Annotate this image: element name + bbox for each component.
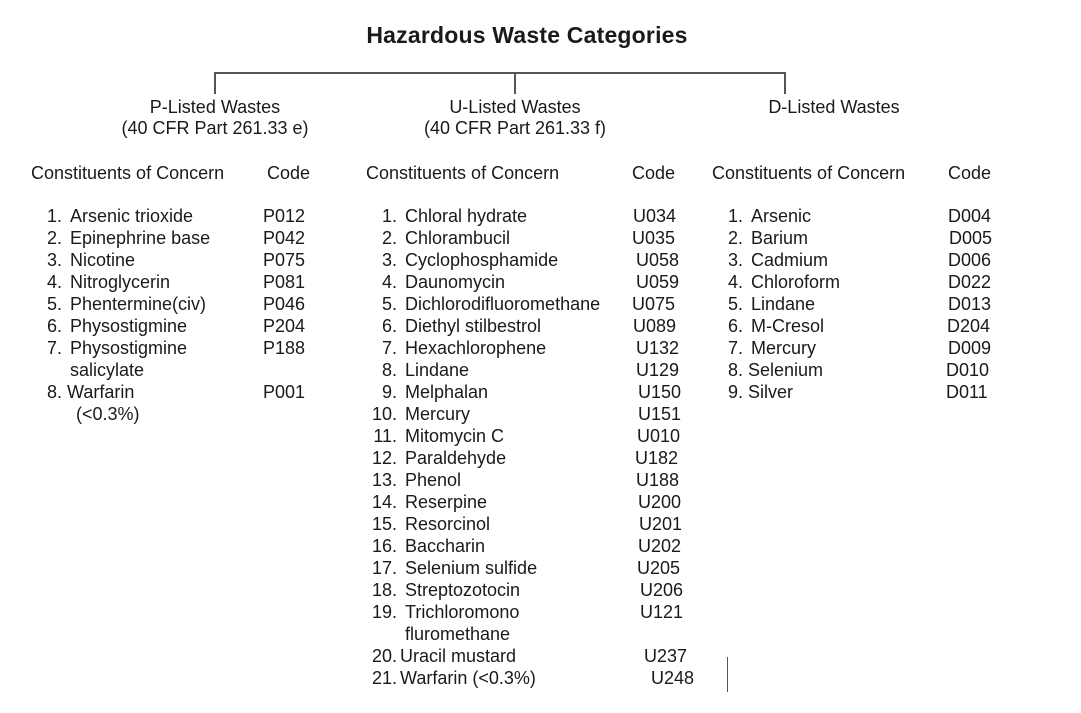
list-item <box>0 205 1040 227</box>
u-listed-reference: (40 CFR Part 261.33 f) <box>423 118 607 138</box>
item-code: U132 <box>636 338 680 358</box>
p-listed-name: P-Listed Wastes <box>149 97 281 117</box>
d-header-code: Code <box>948 163 992 183</box>
u-header-constituents: Constituents of Concern <box>366 163 560 183</box>
item-code: D204 <box>947 316 991 336</box>
item-name: Mitomycin C <box>405 426 505 446</box>
item-name: Warfarin <box>67 382 135 402</box>
item-name: Arsenic <box>751 206 812 226</box>
item-number: 19. <box>371 602 397 622</box>
item-number: 16. <box>371 536 397 556</box>
item-number: 3. <box>46 250 62 270</box>
item-name: Chloral hydrate <box>405 206 528 226</box>
item-number: 8. <box>381 360 397 380</box>
p-listed-heading <box>105 97 325 139</box>
list-item <box>0 513 710 535</box>
item-number: 17. <box>371 558 397 578</box>
item-number: 8. <box>727 360 743 380</box>
item-name: Physostigmine <box>70 338 188 358</box>
item-number: 14. <box>371 492 397 512</box>
category-connector <box>0 0 1081 110</box>
item-number: 2. <box>46 228 62 248</box>
list-item <box>0 293 1040 315</box>
item-code: U200 <box>638 492 682 512</box>
list-item <box>0 645 710 667</box>
item-name: Hexachlorophene <box>405 338 547 358</box>
item-number: 11. <box>373 426 397 446</box>
item-number: 9. <box>381 382 397 402</box>
list-item <box>0 601 710 645</box>
item-code: D011 <box>946 382 988 402</box>
item-number: 6. <box>381 316 397 336</box>
item-number: 1. <box>727 206 743 226</box>
diagram-title: Hazardous Waste Categories <box>366 22 688 48</box>
item-number: 3. <box>727 250 743 270</box>
list-item <box>0 469 710 491</box>
item-number: 4. <box>381 272 397 292</box>
item-number: 21. <box>371 668 397 688</box>
item-name: Baccharin <box>405 536 486 556</box>
list-item <box>0 359 1040 381</box>
item-name: Chloroform <box>751 272 841 292</box>
item-number: 1. <box>381 206 397 226</box>
item-name: Reserpine <box>405 492 488 512</box>
p-listed-reference: (40 CFR Part 261.33 e) <box>121 118 309 138</box>
item-name: Phenol <box>405 470 462 490</box>
item-code: P046 <box>263 294 306 314</box>
item-name: Silver <box>748 382 794 402</box>
item-name-continued: salicylate <box>70 360 145 380</box>
item-number: 15. <box>371 514 397 534</box>
item-name: Diethyl stilbestrol <box>405 316 542 336</box>
item-code: D006 <box>948 250 992 270</box>
item-code: U202 <box>638 536 682 556</box>
item-code: D005 <box>949 228 993 248</box>
item-name: Mercury <box>405 404 471 424</box>
item-code: U182 <box>635 448 679 468</box>
item-number: 5. <box>727 294 743 314</box>
item-name-continued: (<0.3%) <box>76 404 140 424</box>
item-code: U121 <box>640 602 684 622</box>
item-code: P081 <box>263 272 306 292</box>
item-code: P012 <box>263 206 306 226</box>
p-header-constituents: Constituents of Concern <box>31 163 225 183</box>
list-item <box>0 535 710 557</box>
u-header-code: Code <box>632 163 676 183</box>
item-name: Cyclophosphamide <box>405 250 559 270</box>
item-name: Selenium sulfide <box>405 558 538 578</box>
item-number: 1. <box>46 206 62 226</box>
item-code: U059 <box>636 272 680 292</box>
item-name: Nicotine <box>70 250 136 270</box>
item-code: U075 <box>632 294 676 314</box>
item-number: 20. <box>371 646 397 666</box>
item-number: 6. <box>727 316 743 336</box>
item-name: Phentermine(civ) <box>70 294 207 314</box>
item-number: 2. <box>381 228 397 248</box>
item-number: 13. <box>371 470 397 490</box>
item-number: 10. <box>371 404 397 424</box>
item-number: 3. <box>381 250 397 270</box>
item-code: U206 <box>640 580 684 600</box>
item-name: M-Cresol <box>751 316 825 336</box>
item-name: Nitroglycerin <box>70 272 171 292</box>
item-code: P042 <box>263 228 306 248</box>
item-code: U089 <box>633 316 677 336</box>
item-name: Daunomycin <box>405 272 506 292</box>
list-item <box>0 381 1040 403</box>
item-name: Lindane <box>405 360 470 380</box>
item-code: U129 <box>636 360 680 380</box>
item-code: D009 <box>948 338 992 358</box>
item-name: Barium <box>751 228 809 248</box>
item-code: P204 <box>263 316 306 336</box>
item-number: 9. <box>727 382 743 402</box>
d-header-constituents: Constituents of Concern <box>712 163 906 183</box>
item-code: D022 <box>948 272 992 292</box>
item-code: P075 <box>263 250 306 270</box>
list-item <box>0 337 1040 359</box>
item-code: D013 <box>948 294 992 314</box>
item-name: Warfarin (<0.3%) <box>400 668 536 688</box>
item-name: Arsenic trioxide <box>70 206 194 226</box>
u-listed-heading <box>405 97 625 139</box>
item-name: Paraldehyde <box>405 448 507 468</box>
item-name: Lindane <box>751 294 816 314</box>
list-item <box>0 425 710 447</box>
u-listed-name: U-Listed Wastes <box>449 97 581 117</box>
item-code: D010 <box>946 360 990 380</box>
item-number: 5. <box>381 294 397 314</box>
item-code: U034 <box>633 206 677 226</box>
item-number: 8. <box>46 382 62 402</box>
list-item <box>0 271 1040 293</box>
item-code: P188 <box>263 338 306 358</box>
item-number: 7. <box>727 338 743 358</box>
item-number: 5. <box>46 294 62 314</box>
item-name: Mercury <box>751 338 817 358</box>
item-name: Uracil mustard <box>400 646 517 666</box>
item-code: U248 <box>651 668 695 688</box>
item-number: 4. <box>46 272 62 292</box>
list-item <box>0 315 1040 337</box>
item-code: U010 <box>637 426 681 446</box>
item-number: 12. <box>371 448 397 468</box>
item-code: U237 <box>644 646 688 666</box>
d-listed-heading <box>724 97 944 118</box>
item-code: U058 <box>636 250 680 270</box>
list-item <box>0 579 710 601</box>
item-code: U151 <box>638 404 682 424</box>
list-item <box>0 447 710 469</box>
item-number: 7. <box>381 338 397 358</box>
list-item <box>0 667 710 689</box>
item-number: 18. <box>371 580 397 600</box>
item-name: Epinephrine base <box>70 228 211 248</box>
column-divider-stub <box>727 657 728 692</box>
item-name-continued: fluromethane <box>405 624 511 644</box>
list-item <box>0 491 710 513</box>
item-name: Chlorambucil <box>405 228 511 248</box>
item-number: 7. <box>46 338 62 358</box>
item-name: Cadmium <box>751 250 829 270</box>
item-name: Physostigmine <box>70 316 188 336</box>
item-code: U150 <box>638 382 682 402</box>
item-code: P001 <box>263 382 306 402</box>
item-code: U035 <box>632 228 676 248</box>
list-item <box>0 557 710 579</box>
item-number: 4. <box>727 272 743 292</box>
item-code: U188 <box>636 470 680 490</box>
item-number: 6. <box>46 316 62 336</box>
d-listed-list <box>0 205 1040 403</box>
d-listed-name: D-Listed Wastes <box>768 97 900 117</box>
item-code: U205 <box>637 558 681 578</box>
item-name: Dichlorodifluoromethane <box>405 294 601 314</box>
list-item <box>0 249 1040 271</box>
p-header-code: Code <box>267 163 311 183</box>
item-name: Selenium <box>748 360 824 380</box>
item-name: Streptozotocin <box>405 580 521 600</box>
item-code: U201 <box>639 514 683 534</box>
list-item <box>0 227 1040 249</box>
item-name: Melphalan <box>405 382 489 402</box>
list-item <box>0 403 710 425</box>
item-name: Trichloromono <box>405 602 520 622</box>
item-number: 2. <box>727 228 743 248</box>
item-name: Resorcinol <box>405 514 491 534</box>
item-code: D004 <box>948 206 992 226</box>
